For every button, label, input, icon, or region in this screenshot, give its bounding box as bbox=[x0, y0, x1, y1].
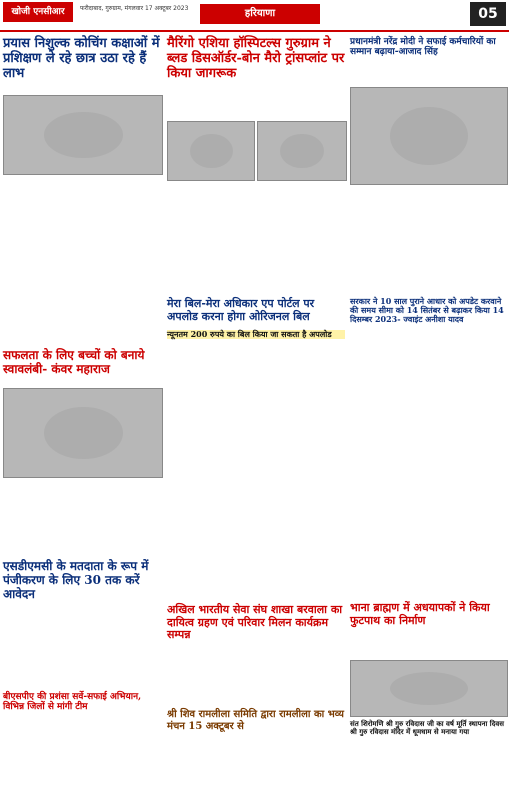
masthead-date: फरीदाबाद, गुरुग्राम, मंगलवार 17 अक्टूबर 2023 bbox=[80, 5, 189, 12]
story-headline-cleanliness: बीएसपीए की प्रशंसा सर्वे-सफाई अभियान, विभिन्न जिलों से मांगी टीम bbox=[3, 692, 142, 713]
story-headline-coaching: प्रयास निशुल्क कोचिंग कक्षाओं में प्रशिक्षण ले रहे छात्र उठा रहे हैं लाभ bbox=[3, 36, 160, 81]
page-number: 05 bbox=[470, 2, 506, 26]
news-photo bbox=[3, 388, 163, 478]
newspaper-brand: खोजी एनसीआर bbox=[3, 2, 73, 22]
story-headline-success: सफलता के लिए बच्चों को बनाये स्वावलंबी- कंवर महाराज bbox=[3, 348, 145, 376]
story-body bbox=[3, 179, 161, 299]
news-photo bbox=[3, 95, 163, 175]
story-headline-mybill: मेरा बिल-मेरा अधिकार एप पोर्टल पर अपलोड करना होगा ओरिजनल बिल bbox=[167, 297, 315, 323]
left-column bbox=[3, 36, 161, 713]
section-title: हरियाणा bbox=[200, 4, 320, 24]
story-headline-ravi: संत शिरोमणि श्री गुरु रविदास जी का वर्ष मूर्ति स्थापना दिवस श्री गुरु रविदास मंदिर में धूमधाम से मनाया गया bbox=[350, 719, 504, 737]
story-headline-sweeper: प्रधानमंत्री नरेंद्र मोदी ने सफाई कर्मचारियों का सम्मान बढ़ाया-आजाद सिंह bbox=[350, 37, 496, 58]
news-photo bbox=[167, 121, 255, 181]
story-headline-bhana: भाना ब्राह्मण में अधयापकों ने किया फुटपाथ का निर्माण bbox=[350, 601, 490, 627]
story-headline-sewa: अखिल भारतीय सेवा संघ शाखा बरवाला का दायित्व ग्रहण एवं परिवार मिलन कार्यक्रम सम्पन्न bbox=[167, 603, 343, 642]
center-column bbox=[167, 36, 345, 732]
news-photo bbox=[257, 121, 347, 181]
story-headline-hospital: मैरिंगो एशिया हॉस्पिटल्स गुरुग्राम ने ब्लड डिसऑर्डर-बोन मैरो ट्रांसप्लांट पर किया जागरूक bbox=[167, 36, 345, 81]
news-photo bbox=[350, 660, 508, 717]
news-photo bbox=[350, 87, 508, 185]
masthead bbox=[0, 0, 509, 32]
story-headline-voter: एसडीएमसी के मतदाता के रूप में पंजीकरण के लिए 30 तक करें आवेदन bbox=[3, 559, 149, 601]
story-headline-ramlila: श्री शिव रामलीला समिति द्वारा रामलीला का भव्य मंचन 15 अक्टूबर से bbox=[167, 709, 344, 732]
story-headline-nsc: सरकार ने 10 साल पुराने आधार को अपडेट करवाने की समय सीमा को 14 सितंबर से बढ़ाकर किया 14 दिसम्बर 2023- ज्वाइंट अनीशा यादव bbox=[350, 296, 504, 325]
story-headline-reward: न्यूनतम 200 रुपये का बिल किया जा सकता है अपलोड bbox=[167, 330, 345, 339]
right-column bbox=[350, 37, 506, 737]
